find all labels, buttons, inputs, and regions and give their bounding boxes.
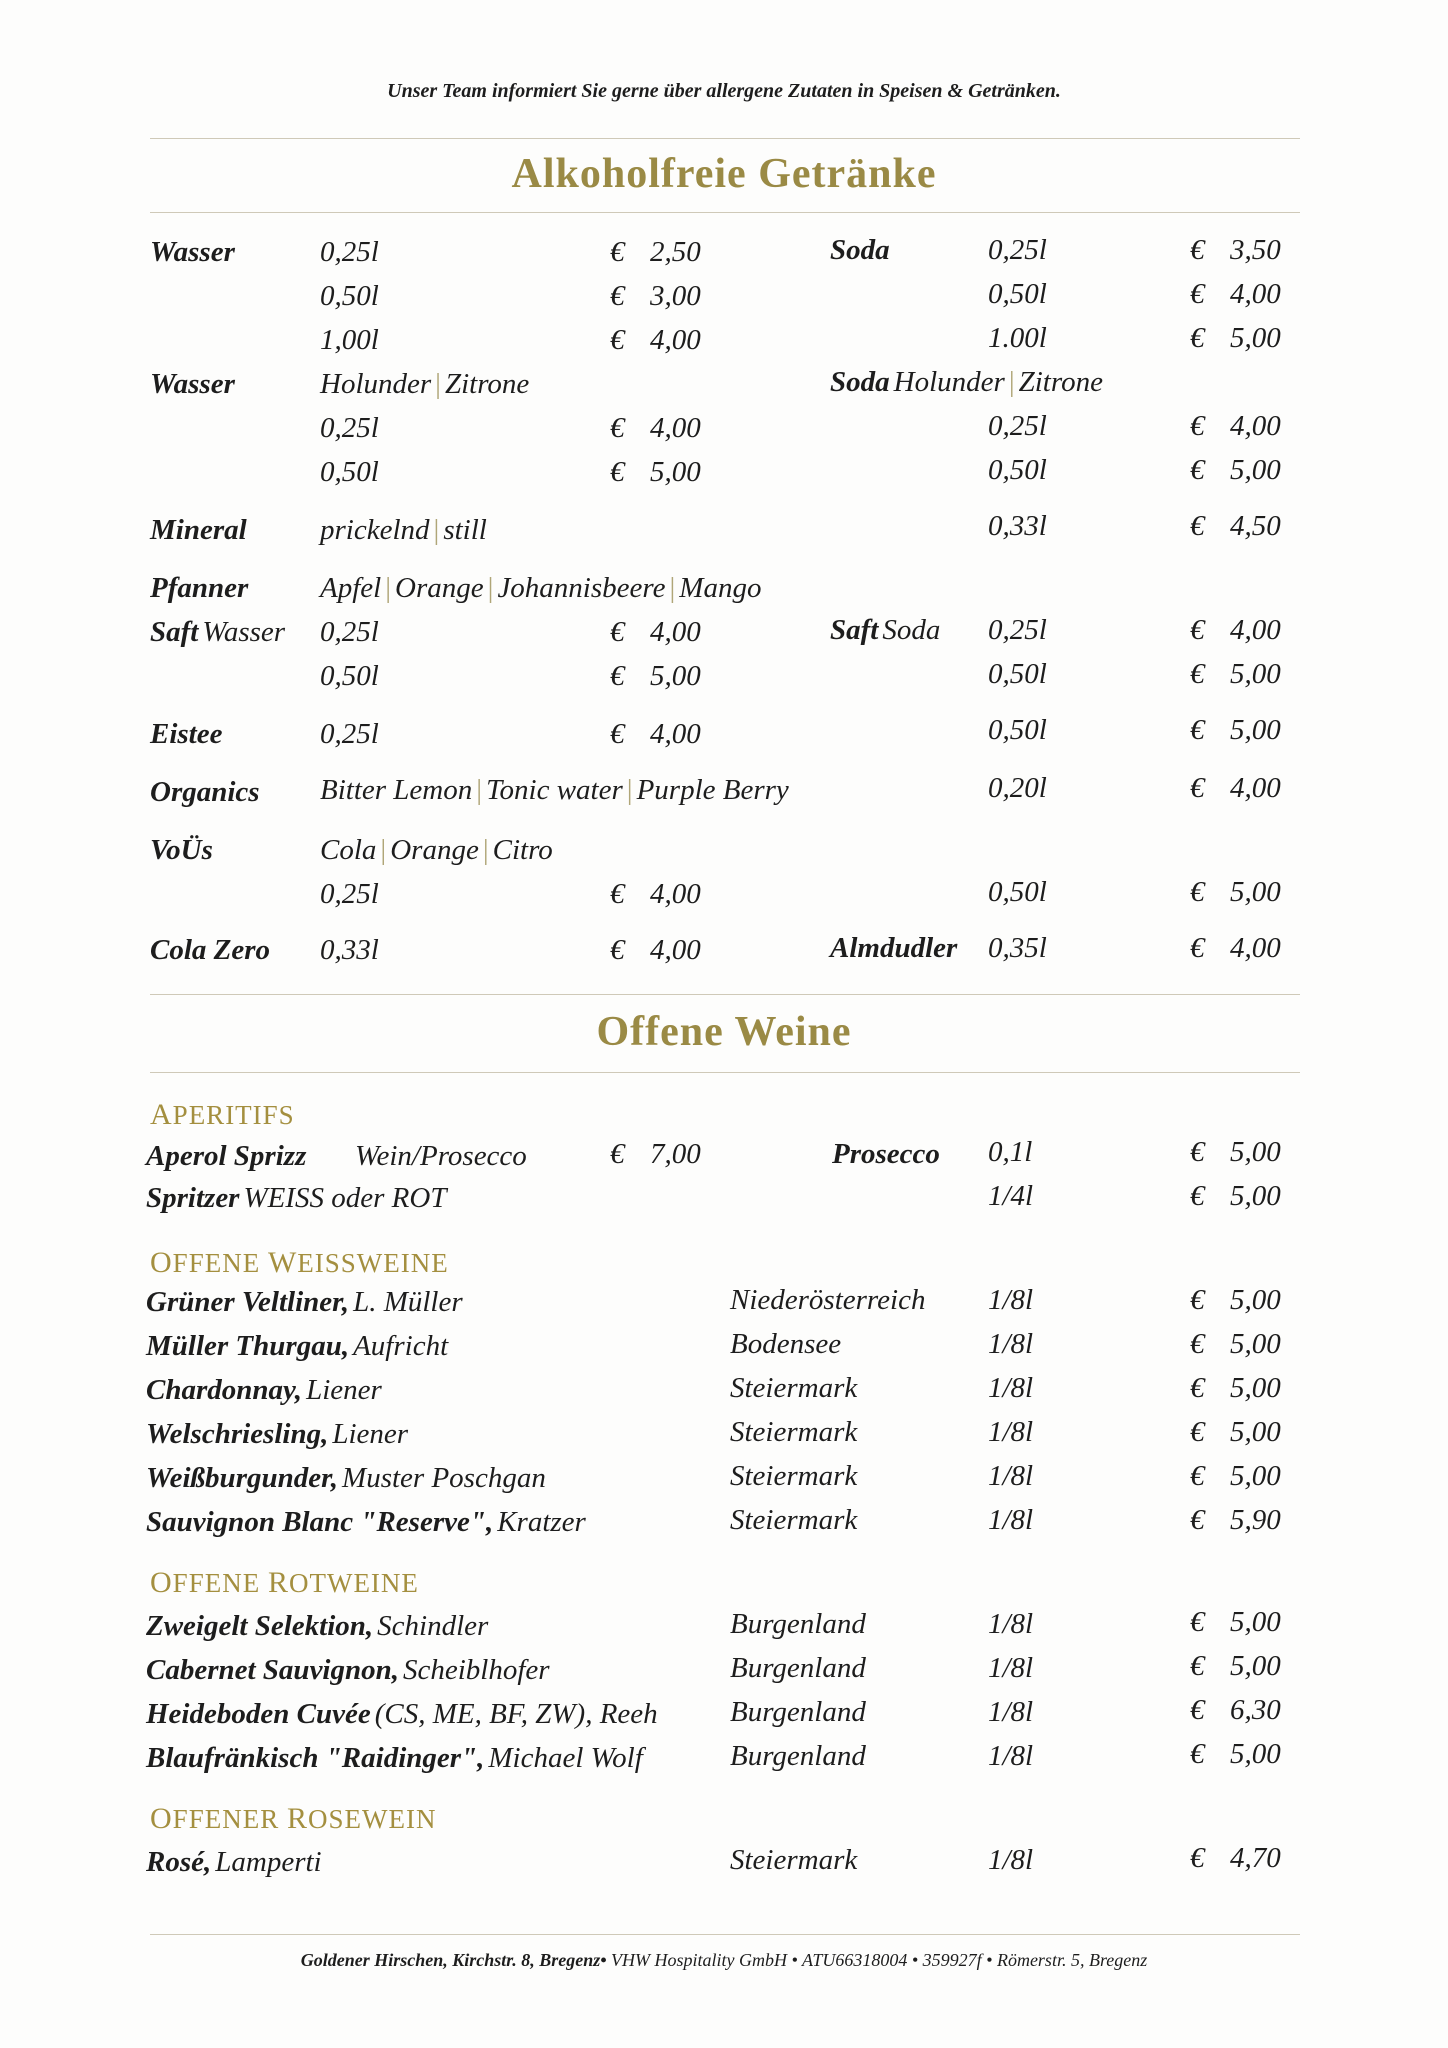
- euro-sign: €: [610, 324, 625, 356]
- euro-sign: €: [1190, 1180, 1205, 1212]
- flavor-list: Holunder | Zitrone: [320, 368, 530, 400]
- size: 0,50l: [988, 278, 1047, 310]
- size: 1/8l: [988, 1284, 1034, 1316]
- size: 1/8l: [988, 1740, 1034, 1772]
- euro-sign: €: [1190, 614, 1205, 646]
- size: 1/8l: [988, 1652, 1034, 1684]
- item-name-saft-wasser: Saft Wasser: [150, 616, 286, 648]
- size: 0,50l: [988, 714, 1047, 746]
- euro-sign: €: [1190, 772, 1205, 804]
- price: 4,70: [1230, 1842, 1281, 1874]
- euro-sign: €: [610, 456, 625, 488]
- size: 1/8l: [988, 1696, 1034, 1728]
- wine-name: Cabernet Sauvignon, Scheiblhofer: [146, 1654, 550, 1686]
- size: 0,25l: [320, 878, 379, 910]
- price: 4,00: [1230, 614, 1281, 646]
- size: 1/8l: [988, 1460, 1034, 1492]
- wine-region: Burgenland: [730, 1696, 866, 1728]
- wine-name: Grüner Veltliner, L. Müller: [146, 1286, 463, 1318]
- item-name-cola-zero: Cola Zero: [150, 934, 271, 966]
- item-name-wasser: Wasser: [150, 236, 235, 268]
- size: 0,25l: [320, 236, 379, 268]
- euro-sign: €: [610, 412, 625, 444]
- price: 4,00: [650, 878, 701, 910]
- wine-region: Burgenland: [730, 1608, 866, 1640]
- price: 6,30: [1230, 1694, 1281, 1726]
- euro-sign: €: [1190, 234, 1205, 266]
- euro-sign: €: [1190, 1136, 1205, 1168]
- wine-region: Niederösterreich: [730, 1284, 926, 1316]
- euro-sign: €: [610, 660, 625, 692]
- size: 0,50l: [320, 456, 379, 488]
- price: 7,00: [650, 1138, 701, 1170]
- size: 1/8l: [988, 1844, 1034, 1876]
- size: 0,25l: [988, 614, 1047, 646]
- size: 0,25l: [988, 410, 1047, 442]
- subheading-rose-wine: OFFENER ROSEWEIN: [150, 1802, 437, 1835]
- size: 0,33l: [320, 934, 379, 966]
- item-name-almdudler: Almdudler: [830, 932, 958, 964]
- euro-sign: €: [1190, 1694, 1205, 1726]
- euro-sign: €: [1190, 1328, 1205, 1360]
- price: 5,00: [1230, 1180, 1281, 1212]
- price: 2,50: [650, 236, 701, 268]
- euro-sign: €: [610, 878, 625, 910]
- euro-sign: €: [1190, 510, 1205, 542]
- size: 1/8l: [988, 1504, 1034, 1536]
- size: 1,00l: [320, 324, 379, 356]
- price: 5,00: [1230, 1606, 1281, 1638]
- euro-sign: €: [1190, 1650, 1205, 1682]
- subheading-white-wines: OFFENE WEISSWEINE: [150, 1246, 449, 1279]
- wine-region: Steiermark: [730, 1504, 858, 1536]
- size: 0,33l: [988, 510, 1047, 542]
- wine-name: Welschriesling, Liener: [146, 1418, 409, 1450]
- divider: [150, 138, 1300, 139]
- price: 5,00: [1230, 1136, 1281, 1168]
- item-name-prosecco: Prosecco: [832, 1138, 940, 1170]
- wine-region: Steiermark: [730, 1416, 858, 1448]
- size: 0,25l: [988, 234, 1047, 266]
- euro-sign: €: [610, 718, 625, 750]
- item-name-pfanner: Pfanner: [150, 572, 249, 604]
- divider: [150, 1072, 1300, 1073]
- allergen-note: Unser Team informiert Sie gerne über allergene Zutaten in Speisen & Getränken.: [387, 80, 1061, 102]
- size: 0,50l: [320, 280, 379, 312]
- wine-region: Steiermark: [730, 1460, 858, 1492]
- item-name-wasser-flavored: Wasser: [150, 368, 235, 400]
- euro-sign: €: [610, 1138, 625, 1170]
- wine-name: Blaufränkisch "Raidinger", Michael Wolf: [146, 1742, 643, 1774]
- wine-name: Heideboden Cuvée (CS, ME, BF, ZW), Reeh: [146, 1698, 658, 1730]
- euro-sign: €: [610, 236, 625, 268]
- price: 5,00: [1230, 714, 1281, 746]
- price: 5,00: [1230, 658, 1281, 690]
- price: 5,00: [650, 660, 701, 692]
- euro-sign: €: [1190, 876, 1205, 908]
- pfanner-flavors: Apfel | Orange | Johannisbeere | Mango: [320, 572, 762, 604]
- size: 0,25l: [320, 718, 379, 750]
- euro-sign: €: [1190, 278, 1205, 310]
- size: 0,35l: [988, 932, 1047, 964]
- wine-name: Zweigelt Selektion, Schindler: [146, 1610, 489, 1642]
- item-name-soda-flavored: Soda Holunder | Zitrone: [830, 366, 1103, 398]
- euro-sign: €: [610, 280, 625, 312]
- euro-sign: €: [1190, 410, 1205, 442]
- item-name-saft-soda: Saft Soda: [830, 614, 941, 646]
- wine-name: Rosé, Lamperti: [146, 1846, 322, 1878]
- euro-sign: €: [1190, 454, 1205, 486]
- item-name-mineral: Mineral: [150, 514, 247, 546]
- euro-sign: €: [1190, 322, 1205, 354]
- size: 1.00l: [988, 322, 1047, 354]
- wine-name: Müller Thurgau, Aufricht: [146, 1330, 449, 1362]
- size: 0,50l: [988, 658, 1047, 690]
- price: 4,00: [1230, 278, 1281, 310]
- euro-sign: €: [1190, 714, 1205, 746]
- wine-region: Bodensee: [730, 1328, 842, 1360]
- wine-region: Steiermark: [730, 1844, 858, 1876]
- euro-sign: €: [1190, 1284, 1205, 1316]
- size: 1/8l: [988, 1608, 1034, 1640]
- euro-sign: €: [1190, 1504, 1205, 1536]
- footer-address: Goldener Hirschen, Kirchstr. 8, Bregenz• VHW Hospitality GmbH • ATU66318004 • 359927f • Römerstr. 5, Bregenz: [300, 1950, 1148, 1970]
- price: 4,00: [650, 324, 701, 356]
- size: 1/8l: [988, 1328, 1034, 1360]
- euro-sign: €: [1190, 1738, 1205, 1770]
- item-name-soda: Soda: [830, 234, 890, 266]
- price: 5,00: [1230, 322, 1281, 354]
- voeus-flavors: Cola | Orange | Citro: [320, 834, 553, 866]
- section-title-non-alcoholic: Alkoholfreie Getränke: [511, 151, 937, 197]
- price: 4,00: [1230, 932, 1281, 964]
- euro-sign: €: [1190, 1416, 1205, 1448]
- subheading-aperitifs: APERITIFS: [150, 1098, 295, 1131]
- price: 5,00: [1230, 1460, 1281, 1492]
- item-name-organics: Organics: [150, 776, 260, 808]
- size: 0,1l: [988, 1136, 1033, 1168]
- item-desc: Wein/Prosecco: [355, 1140, 527, 1172]
- size: 1/8l: [988, 1372, 1034, 1404]
- size: 0,25l: [320, 616, 379, 648]
- price: 5,00: [1230, 1416, 1281, 1448]
- organics-flavors: Bitter Lemon | Tonic water | Purple Berry: [320, 774, 789, 806]
- size: 1/4l: [988, 1180, 1034, 1212]
- price: 5,00: [1230, 1372, 1281, 1404]
- euro-sign: €: [610, 616, 625, 648]
- wine-name: Chardonnay, Liener: [146, 1374, 382, 1406]
- item-name-voeus: VoÜs: [150, 834, 213, 866]
- price: 4,00: [650, 718, 701, 750]
- size: 0,20l: [988, 772, 1047, 804]
- price: 5,00: [1230, 1650, 1281, 1682]
- price: 4,50: [1230, 510, 1281, 542]
- price: 5,00: [650, 456, 701, 488]
- euro-sign: €: [1190, 1842, 1205, 1874]
- price: 4,00: [1230, 410, 1281, 442]
- price: 5,00: [1230, 1284, 1281, 1316]
- price: 5,00: [1230, 454, 1281, 486]
- divider: [150, 212, 1300, 213]
- section-title-open-wines: Offene Weine: [596, 1009, 852, 1055]
- subheading-red-wines: OFFENE ROTWEINE: [150, 1566, 419, 1599]
- price: 4,00: [1230, 772, 1281, 804]
- price: 5,00: [1230, 1738, 1281, 1770]
- euro-sign: €: [1190, 1606, 1205, 1638]
- size: 0,50l: [988, 454, 1047, 486]
- price: 4,00: [650, 616, 701, 648]
- divider: [150, 994, 1300, 995]
- wine-region: Burgenland: [730, 1652, 866, 1684]
- price: 4,00: [650, 934, 701, 966]
- euro-sign: €: [1190, 1460, 1205, 1492]
- size: 0,50l: [320, 660, 379, 692]
- euro-sign: €: [1190, 932, 1205, 964]
- wine-name: Weißburgunder, Muster Poschgan: [146, 1462, 546, 1494]
- wine-region: Steiermark: [730, 1372, 858, 1404]
- item-name-spritzer: Spritzer WEISS oder ROT: [146, 1182, 447, 1214]
- euro-sign: €: [610, 934, 625, 966]
- mineral-types: prickelnd | still: [320, 514, 487, 546]
- euro-sign: €: [1190, 658, 1205, 690]
- euro-sign: €: [1190, 1372, 1205, 1404]
- item-name-aperol: Aperol Sprizz: [146, 1140, 307, 1172]
- price: 5,00: [1230, 876, 1281, 908]
- price: 4,00: [650, 412, 701, 444]
- wine-name: Sauvignon Blanc "Reserve", Kratzer: [146, 1506, 586, 1538]
- wine-region: Burgenland: [730, 1740, 866, 1772]
- divider: [150, 1934, 1300, 1935]
- size: 0,25l: [320, 412, 379, 444]
- price: 3,00: [650, 280, 701, 312]
- price: 5,00: [1230, 1328, 1281, 1360]
- size: 1/8l: [988, 1416, 1034, 1448]
- price: 3,50: [1230, 234, 1281, 266]
- size: 0,50l: [988, 876, 1047, 908]
- item-name-eistee: Eistee: [150, 718, 223, 750]
- price: 5,90: [1230, 1504, 1281, 1536]
